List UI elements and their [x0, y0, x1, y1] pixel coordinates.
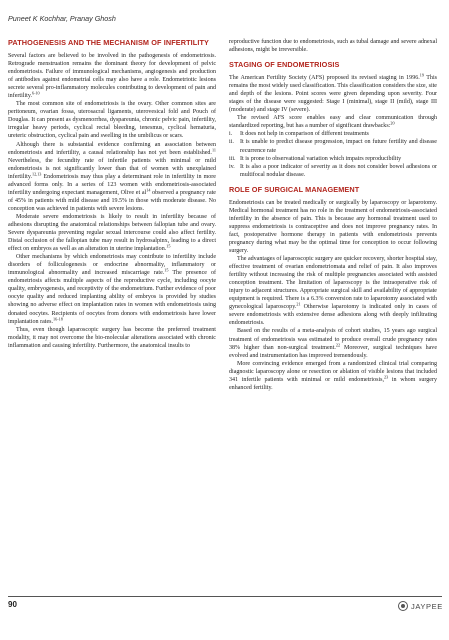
- citation: 20: [390, 120, 395, 126]
- footer-divider: [8, 596, 442, 597]
- paragraph: reproductive function due to endometriosis, such as tubal damage and severe adnexal adhesions, might be irreversible.: [229, 39, 437, 54]
- page-number: 90: [8, 600, 17, 609]
- paragraph-text: The American Fertility Society (AFS) proposed its revised staging in 1996.: [229, 75, 420, 82]
- paragraph-text: The presence of endometriosis affects multiple aspects of the reproductive cycle, including oocyte quality, embryogenesis, and receptivity of the endometrium. Further evidence of poor oocyte quality and reduced implanting ability of embryos is provided by studies showing no adverse effect on implantation rates in women with endometriosis using donated oocytes. Recipients of oocytes from donors with endometriosis have lower implantation rates.: [8, 270, 216, 325]
- citation: 6-10: [31, 90, 40, 96]
- paragraph-text: More convincing evidence emerged from a randomized clinical trial comparing diagnostic laparoscopy alone or resection or ablation of visible lesions that included 341 infertile patients with minimal or mild endometriosis,: [229, 360, 437, 383]
- paragraph: [229, 114, 437, 130]
- paragraph-text: in whom surgery enhanced fertility.: [229, 376, 437, 391]
- paragraph-text: Moderate severe endometriosis is likely to result in infertility because of adhesions disrupting the anatomical relationships between fallopian tube and ovary. Severe dyspareunia preventing regular sexual intercourse could also affect fertility. Distal occlusion of the fallopian tube may result in hydrosalpinx, leading to a direct effect on embryos as well as an alteration in uterine implantation.: [8, 213, 216, 253]
- paragraph-text: Other mechanisms by which endometriosis may contribute to infertility include disorders of folliculogenesis or endocrine abnormality, inflammatory or immunological abnormality and increased miscarriage rate.: [8, 254, 216, 277]
- paragraph: [8, 141, 216, 213]
- drawbacks-list: [229, 130, 437, 178]
- paragraph: [8, 213, 216, 253]
- list-item-text: It is unable to predict disease progression, impact on future fertility and disease recurrence rate: [240, 139, 437, 154]
- paragraph-text: observed a pregnancy rate of 45% in patients with mild disease and 19.5% in those with moderate disease. No conception was achieved in patients with severe lesions.: [8, 189, 216, 212]
- paragraph: [229, 74, 437, 114]
- citation: 12,13: [31, 171, 42, 177]
- citation: 15: [166, 243, 171, 249]
- paragraph-text: Although there is substantial evidence confirming an association between endometriosis and infertility, a causal relationship has not yet been established.: [8, 141, 216, 156]
- list-item: [229, 163, 437, 179]
- citation: 22: [335, 342, 341, 348]
- citation: 21: [296, 301, 301, 307]
- citation: 16-18: [53, 316, 63, 322]
- list-item: [229, 155, 437, 163]
- list-item: [229, 130, 437, 138]
- list-item-text: It is also a poor indicator of severity as it does not consider bowel adhesions or multifocal nodular disease.: [240, 163, 437, 178]
- publisher-logo: [398, 601, 443, 611]
- paragraph: [229, 327, 437, 359]
- publisher-name: JAYPEE: [411, 601, 443, 611]
- list-item-text: It does not help in comparison of different treatments: [240, 131, 369, 138]
- section-heading-staging: STAGING OF ENDOMETRIOSIS: [229, 60, 340, 70]
- left-column: [8, 38, 216, 350]
- list-number: i.: [229, 131, 233, 138]
- paragraph-text: This remains the most widely used classification. This classification considers the size, site and depth of the lesions. Point scores were given depending upon severity. Four stages of the disease were suggested: Stage I (minimal), stage II (mild), stage III (moderate) and stage IV (severe).: [229, 75, 437, 114]
- paragraph: The most common site of endometriosis is the ovary. Other common sites are peritoneum, ovarian fossa, uterosacral ligaments, uterovesical fold and Pouch of Douglas. It can present as dysmenorrhea, dyspareunia, chronic pelvic pain, infertility, irregular heavy periods, cyclical rectal bleeding, tenesmus, cyclical hematuria, ureteric obstruction, cyclical pain and swelling in the umbilicus or scars.: [8, 101, 216, 140]
- right-column: [229, 38, 437, 392]
- paragraph: [229, 360, 437, 392]
- paragraph: [229, 255, 437, 327]
- paragraph: [8, 253, 216, 325]
- jaypee-logo-icon: [398, 601, 408, 611]
- paragraph-text: The revised AFS score enables easy and clear communication through standardized reporting, but has a number of significant drawbacks:: [229, 115, 437, 130]
- section-heading-pathogenesis: PATHOGENESIS AND THE MECHANISM OF INFERTILITY: [8, 38, 209, 47]
- list-item-text: It is prone to observational variation which impairs reproducibility: [240, 155, 402, 162]
- paragraph-text: Otherwise laparotomy is indicated only in cases of severe endometriosis with extensive dense adhesions along with deeply infiltrating endometriosis.: [229, 304, 438, 327]
- paragraph-text: The advantages of laparoscopic surgery are quicker recovery, shorter hospital stay, effective treatment of ovarian endometriomata and relief of pain. It also improves fertility without increasing the risk of multiple pregnancies associated with assisted conception treatment. The limitation of laparoscopy is the intraoperative risk of injury to adjacent structures. Appropriate surgical skill and availability of appropriate equipment is required. There is a 6.3% conversion rate to laparotomy associated with gynecological laparoscopy.: [229, 256, 437, 311]
- citation: 11: [211, 147, 216, 153]
- paragraph-text: Moreover, surgical techniques have evolved and instrumentation has improved tremendously.: [229, 344, 438, 359]
- citation: 15: [164, 267, 169, 273]
- paragraph: Endometriosis can be treated medically or surgically by laparoscopy or laparotomy. Medical hormonal treatment has no role in the treatment of endometriosis-associated infertility in the absence of pain. This is because any hormonal treatment used to suppress endometriosis is contraceptive and does not improve pregnancy rates. In fact, postoperative hormone therapy in patients with endometriosis prevents pregnancy during what may be the optimal time for conception to occur following surgery.: [229, 199, 437, 254]
- running-header: Puneet K Kochhar, Pranay Ghosh: [8, 14, 116, 23]
- list-number: iv.: [229, 163, 235, 170]
- paragraph-text: Nevertheless, the fecundity rate of infertile patients with minimal or mild endometriosis is not significantly lower than that of women with unexplained infertility.: [8, 157, 216, 180]
- citation: 23: [384, 374, 389, 380]
- paragraph-text: Several factors are believed to be involved in the pathogenesis of endometriosis. Retrograde menstruation remains the dominant theory for development of pelvic endometriosis. Failure of immunological mechanisms, angiogenesis and production of antibodies against endometrial cells may also have a role. Endometriotic lesions secrete several pro-inflammatory molecules contributing to development of pain and infertility.: [8, 53, 216, 100]
- list-item: [229, 138, 437, 154]
- list-number: iii.: [229, 155, 236, 162]
- paragraph-text: Based on the results of a meta-analysis of cohort studies, 15 years ago surgical treatment of endometriosis was estimated to produce overall crude pregnancy rates 38% higher than non-surgical treatment.: [229, 328, 437, 351]
- paragraph: Thus, even though laparoscopic surgery has become the preferred treatment modality, it may not overcome the bio-molecular alterations associated with chronic inflammation and causing infertility. Furthermore, the anatomical insults to: [8, 326, 216, 349]
- citation: 14: [146, 187, 151, 193]
- paragraph: [8, 52, 216, 100]
- list-number: ii.: [229, 139, 234, 146]
- citation: 19: [419, 72, 424, 78]
- section-heading-surgical-management: ROLE OF SURGICAL MANAGEMENT: [229, 184, 360, 194]
- paragraph-text: Endometriosis may thus play a determinant role in infertility in more advanced forms only. In a series of 123 women with endometriosis-associated infertility undergoing expectant management, Olive et al: [8, 173, 216, 196]
